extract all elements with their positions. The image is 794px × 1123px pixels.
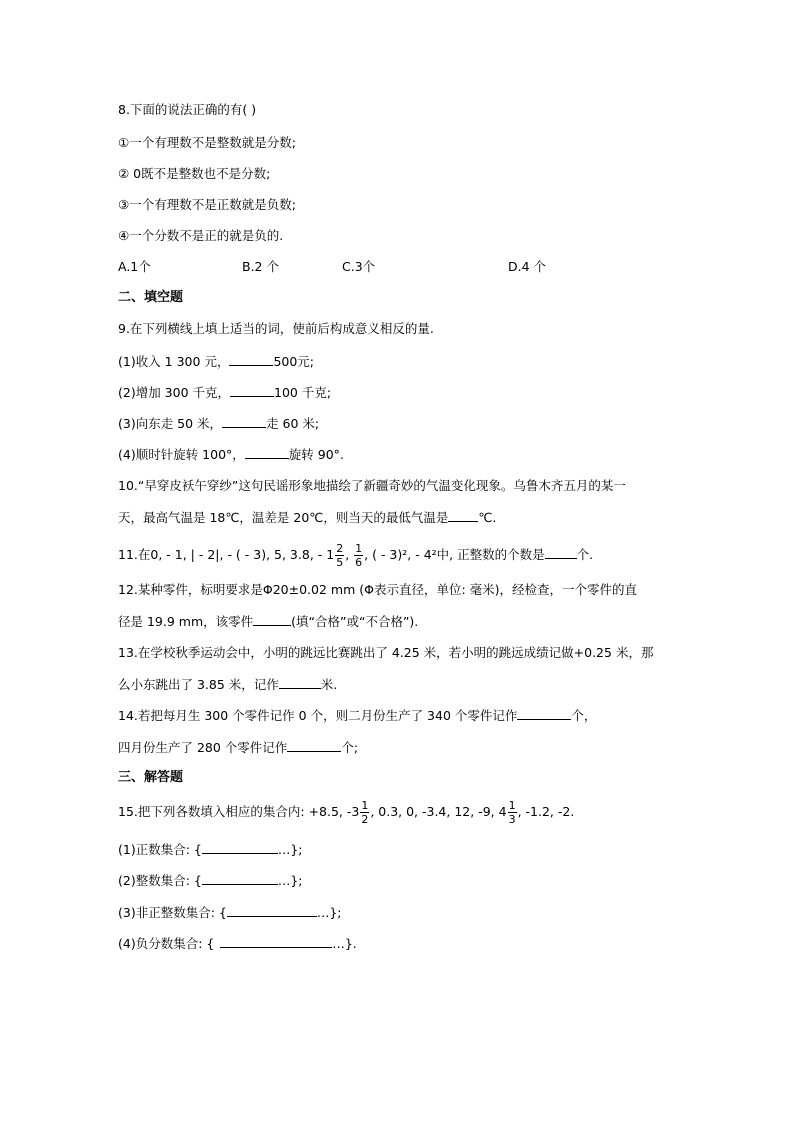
- q15-set-positive: (1)正数集合: { …};: [118, 842, 303, 857]
- q9-item-2: (2)增加 300 千克， 100 千克;: [118, 385, 332, 400]
- q12-line-1: 12.某种零件，标明要求是Φ20±0.02 mm (Φ表示直径，单位: 毫米)，经检查，一个零件的直: [118, 582, 638, 597]
- q10-line-2: 天，最高气温是 18℃，温差是 20℃，则当天的最低气温是 ℃.: [118, 510, 497, 525]
- q13-line-2: 么小东跳出了 3.85 米，记作 米.: [118, 677, 338, 692]
- q8-option-b: B.2 个: [242, 259, 279, 274]
- q8-statement-4: ④一个分数不是正的就是负的.: [118, 228, 284, 243]
- q15-set-integer: (2)整数集合: { …};: [118, 873, 303, 888]
- fraction-one-third: $\frac{1}{3}$: [508, 799, 516, 826]
- fraction-one-half: $\frac{1}{2}$: [361, 799, 369, 826]
- q9-stem: 9.在下列横线上填上适当的词，使前后构成意义相反的量.: [118, 321, 434, 336]
- fraction-two-fifths: $\frac{2}{5}$: [336, 542, 344, 569]
- q8-option-c: C.3个: [342, 259, 376, 274]
- answer-blank: [448, 508, 478, 522]
- q15-stem: 15.把下列各数填入相应的集合内: +8.5, -3 $\frac{1}{2}$ , 0.3, 0, -3.4, 12, -9, 4 $\frac{1}{3}$ , -1.2, -2.: [118, 799, 575, 826]
- q11-line: 11.在0, - 1, | - 2|, - ( - 3), 5, 3.8, - 1 $\frac{2}{5}$ , $\frac{1}{6}$ , ( - 3)², - 4²中, 正整数的个数是 个.: [118, 542, 594, 569]
- q14-line-1: 14.若把每月生 300 个零件记作 0 个，则二月份生产了 340 个零件记作 个，: [118, 708, 597, 723]
- answer-blank: [517, 706, 571, 720]
- answer-blank: [202, 871, 278, 885]
- q15-set-negative-fraction: (4)负分数集合: { …}.: [118, 936, 357, 951]
- answer-blank: [229, 352, 273, 366]
- section-heading-fill-in: 二、填空题: [118, 290, 184, 305]
- answer-blank: [220, 934, 332, 948]
- q8-option-d: D.4 个: [508, 259, 547, 274]
- section-heading-solutions: 三、解答题: [118, 770, 184, 785]
- answer-blank: [202, 840, 278, 854]
- answer-blank: [245, 445, 289, 459]
- answer-blank: [222, 414, 266, 428]
- q9-item-4: (4)顺时针旋转 100°， 旋转 90°.: [118, 447, 344, 462]
- q13-line-1: 13.在学校秋季运动会中，小明的跳远比赛跳出了 4.25 米，若小明的跳远成绩记做+0.25 米，那: [118, 645, 654, 660]
- q9-item-3: (3)向东走 50 米， 走 60 米;: [118, 416, 320, 431]
- answer-blank: [279, 675, 321, 689]
- answer-blank: [253, 612, 291, 626]
- q8-statement-2: ② 0既不是整数也不是分数;: [118, 166, 271, 181]
- fraction-one-sixth: $\frac{1}{6}$: [355, 542, 363, 569]
- answer-blank: [230, 383, 274, 397]
- answer-blank: [545, 545, 577, 559]
- answer-blank: [227, 903, 317, 917]
- q15-set-nonpositive-integer: (3)非正整数集合: { …};: [118, 905, 342, 920]
- answer-blank: [287, 738, 341, 752]
- q8-option-a: A.1个: [118, 259, 151, 274]
- q9-item-1: (1)收入 1 300 元， 500元;: [118, 354, 315, 369]
- q14-line-2: 四月份生产了 280 个零件记作 个;: [118, 740, 359, 755]
- q8-statement-3: ③一个有理数不是正数就是负数;: [118, 197, 296, 212]
- q12-line-2: 径是 19.9 mm，该零件 (填“合格”或“不合格”).: [118, 614, 419, 629]
- q10-line-1: 10.“早穿皮袄午穿纱”这句民谣形象地描绘了新疆奇妙的气温变化现象。乌鲁木齐五月的某一: [118, 478, 626, 493]
- q8-statement-1: ①一个有理数不是整数就是分数;: [118, 135, 296, 150]
- q8-stem: 8.下面的说法正确的有( ): [118, 102, 257, 117]
